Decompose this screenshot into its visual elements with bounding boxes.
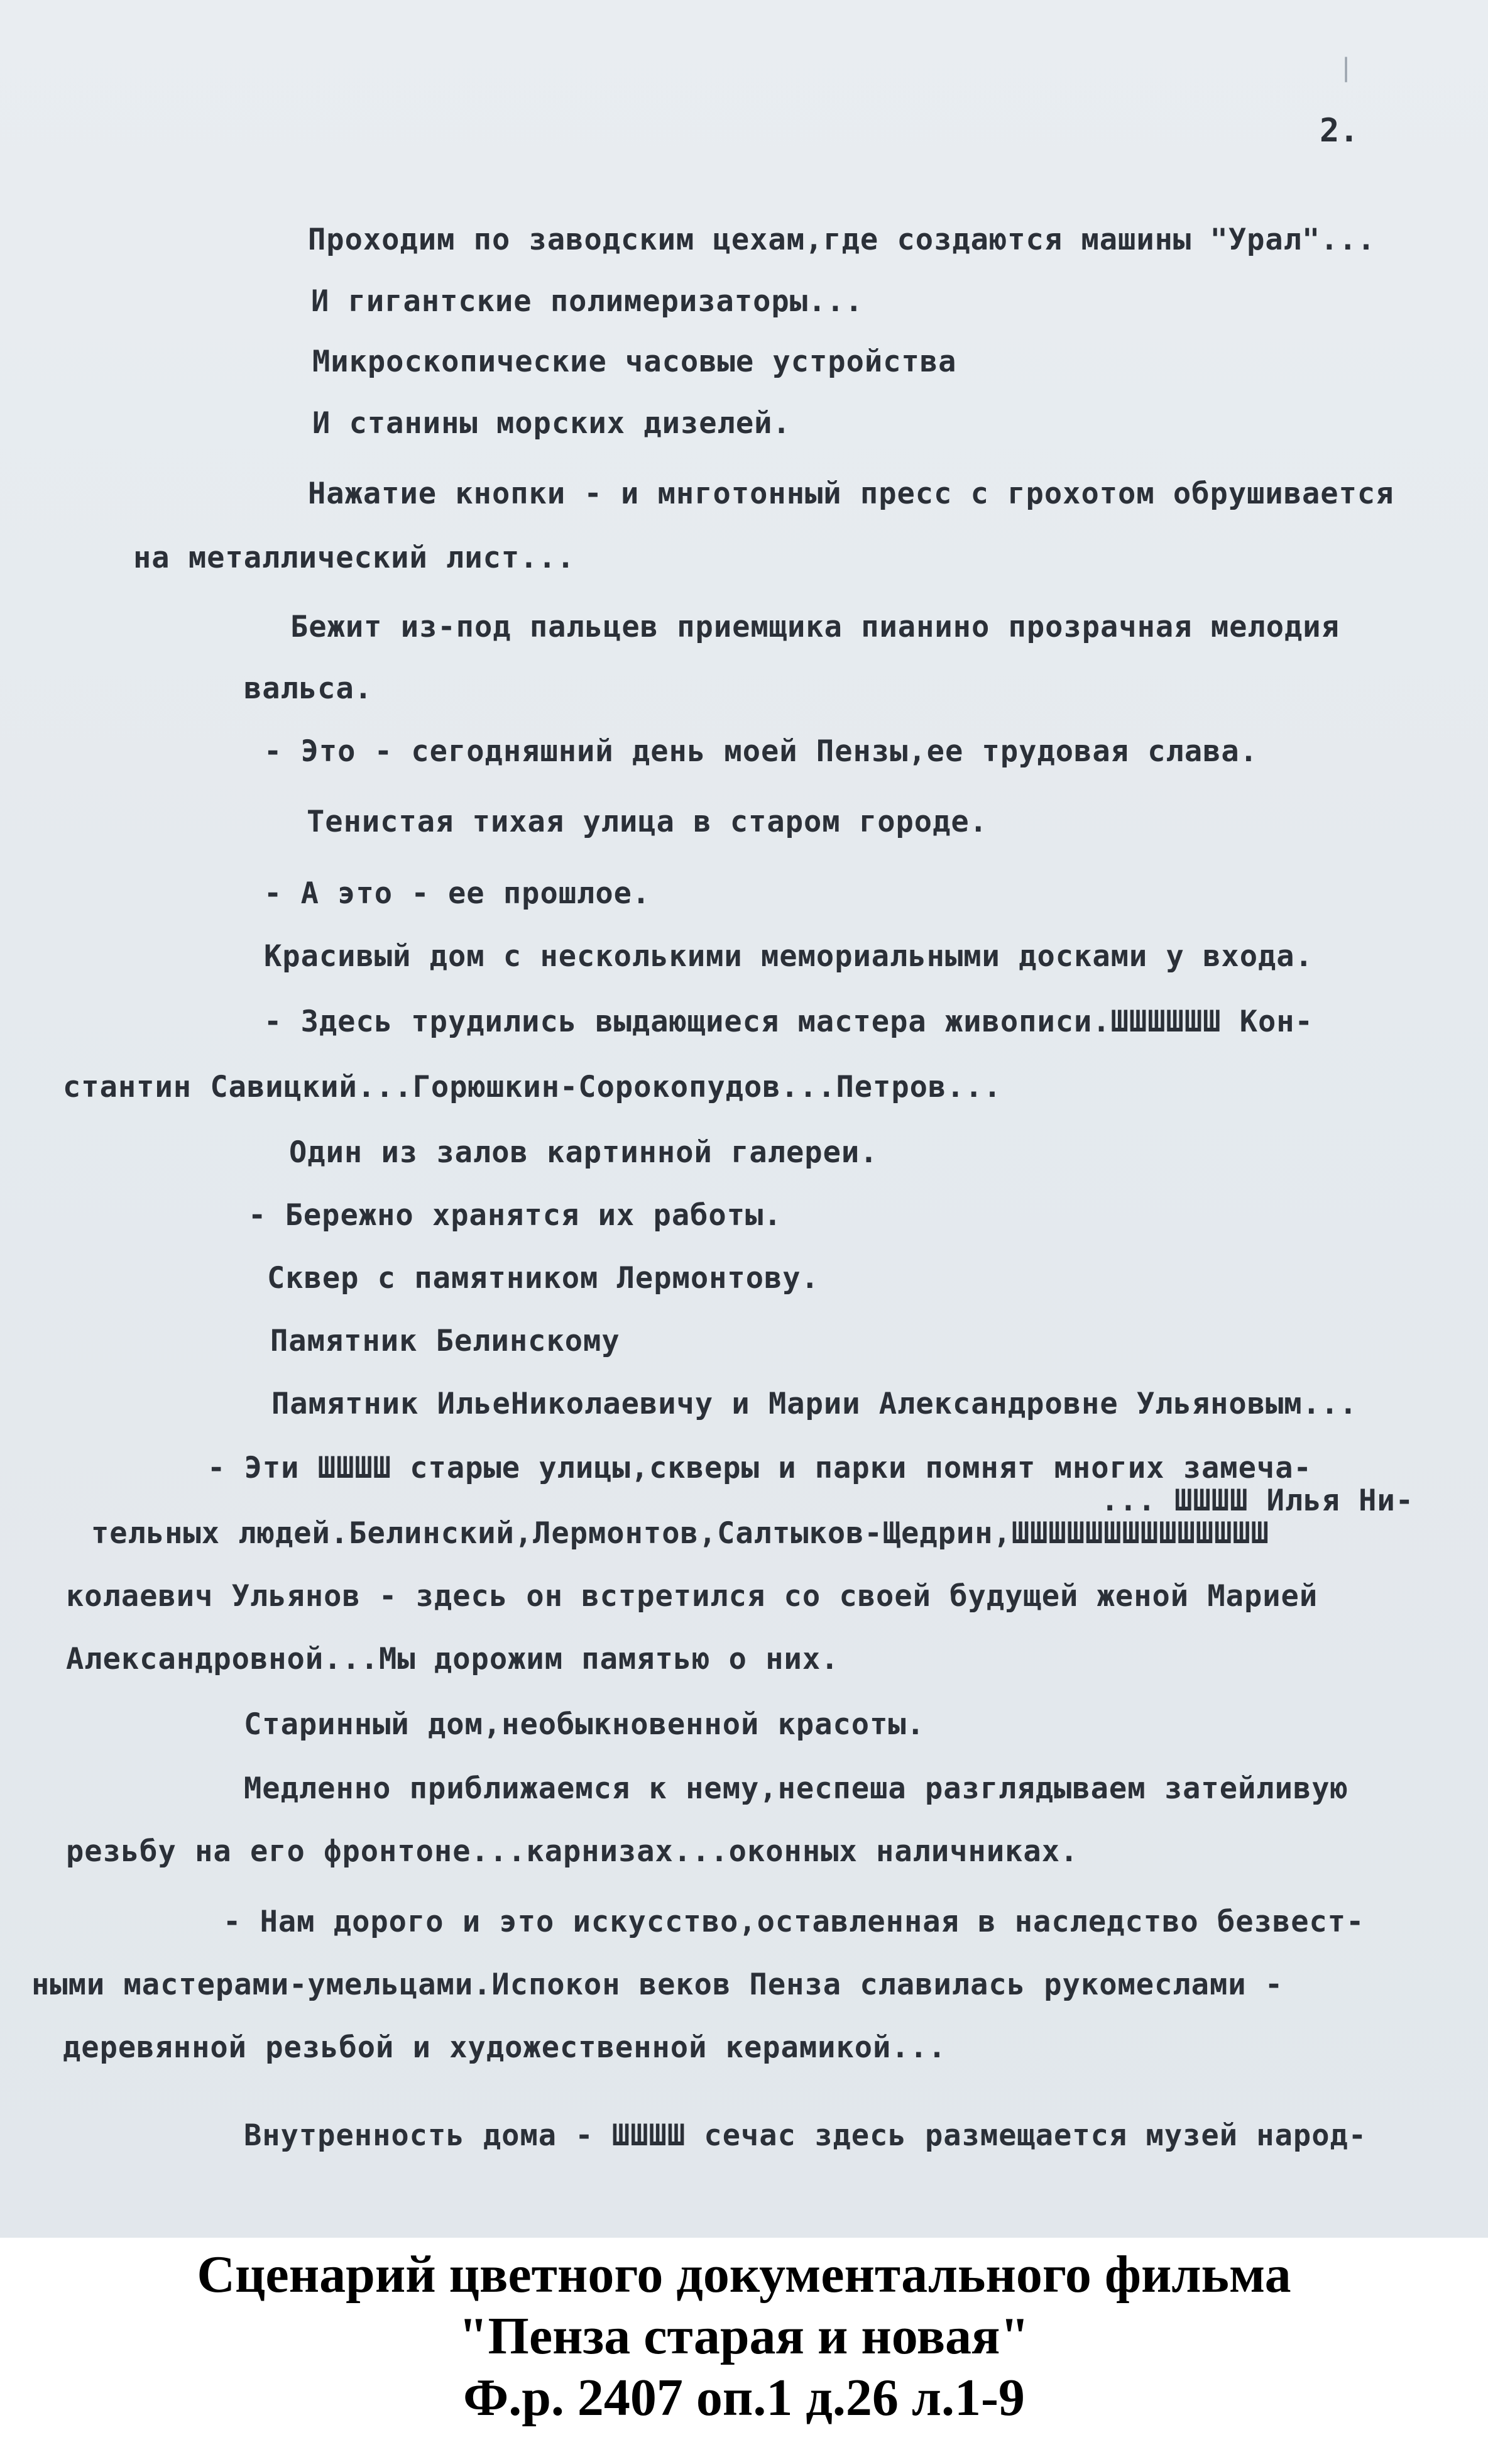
script-line: Микроскопические часовые устройства: [312, 344, 957, 379]
script-line: - Это - сегодняшний день моей Пензы,ее трудовая слава.: [264, 734, 1259, 769]
script-line: Александровной...Мы дорожим памятью о них.: [66, 1642, 840, 1676]
script-line: Памятник ИльеНиколаевичу и Марии Александровне Ульяновым...: [271, 1387, 1358, 1421]
script-line: И станины морских дизелей.: [312, 406, 791, 441]
script-line: Один из залов картинной галереи.: [289, 1135, 878, 1170]
script-line: ... ШШШШ Илья Ни-: [1101, 1483, 1414, 1518]
script-line: И гигантские полимеризаторы...: [311, 284, 863, 319]
script-line: ными мастерами-умельцами.Испокон веков Пенза славилась рукомеслами -: [31, 1967, 1284, 2002]
script-line: деревянной резьбой и художественной керамикой...: [63, 2030, 947, 2065]
caption-film-name: "Пенза старая и новая": [458, 2307, 1030, 2365]
script-line: - Бережно хранятся их работы.: [248, 1198, 782, 1233]
script-line: на металлический лист...: [133, 541, 576, 575]
script-line: - Здесь трудились выдающиеся мастера живописи.ШШШШШШ Кон-: [264, 1004, 1313, 1039]
script-line: Сквер с памятником Лермонтову.: [267, 1261, 819, 1295]
script-line: вальса.: [244, 671, 373, 706]
script-line: резьбу на его фронтоне...карнизах...оконных наличниках.: [66, 1834, 1079, 1869]
script-line: - Эти ШШШШ старые улицы,скверы и парки помнят многих замеча-: [207, 1451, 1312, 1485]
script-line: Памятник Белинскому: [270, 1324, 620, 1358]
caption-archive-reference: Ф.р. 2407 оп.1 д.26 л.1-9: [463, 2368, 1025, 2427]
corner-mark: |: [1338, 53, 1354, 82]
archive-caption: [0, 2244, 1488, 2429]
script-line: Медленно приближаемся к нему,неспеша разглядываем затейливую: [244, 1771, 1348, 1806]
script-line: Нажатие кнопки - и мнготонный пресс с грохотом обрушивается: [308, 476, 1394, 511]
caption-title: Сценарий цветного документального фильма: [197, 2245, 1291, 2304]
script-line: - Нам дорого и это искусство,оставленная в наследство безвест-: [223, 1905, 1365, 1939]
script-line: тельных людей.Белинский,Лермонтов,Салтыков-Щедрин,ШШШШШШШШШШШШШШ: [91, 1516, 1269, 1551]
script-line: Тенистая тихая улица в старом городе.: [307, 805, 988, 839]
script-line: колаевич Ульянов - здесь он встретился со своей будущей женой Марией: [66, 1579, 1318, 1614]
script-line: - А это - ее прошлое.: [264, 876, 651, 911]
script-line: Проходим по заводским цехам,где создаются машины "Урал"...: [308, 223, 1376, 257]
script-line: Внутренность дома - ШШШШ сечас здесь размещается музей народ-: [244, 2118, 1367, 2153]
page-number: 2.: [1320, 112, 1359, 150]
script-line: Бежит из-под пальцев приемщика пианино прозрачная мелодия: [290, 610, 1340, 644]
script-line: Старинный дом,необыкновенной красоты.: [244, 1707, 925, 1742]
script-line: стантин Савицкий...Горюшкин-Сорокопудов...Петров...: [63, 1070, 1002, 1104]
script-line: Красивый дом с несколькими мемориальными досками у входа.: [264, 939, 1313, 974]
